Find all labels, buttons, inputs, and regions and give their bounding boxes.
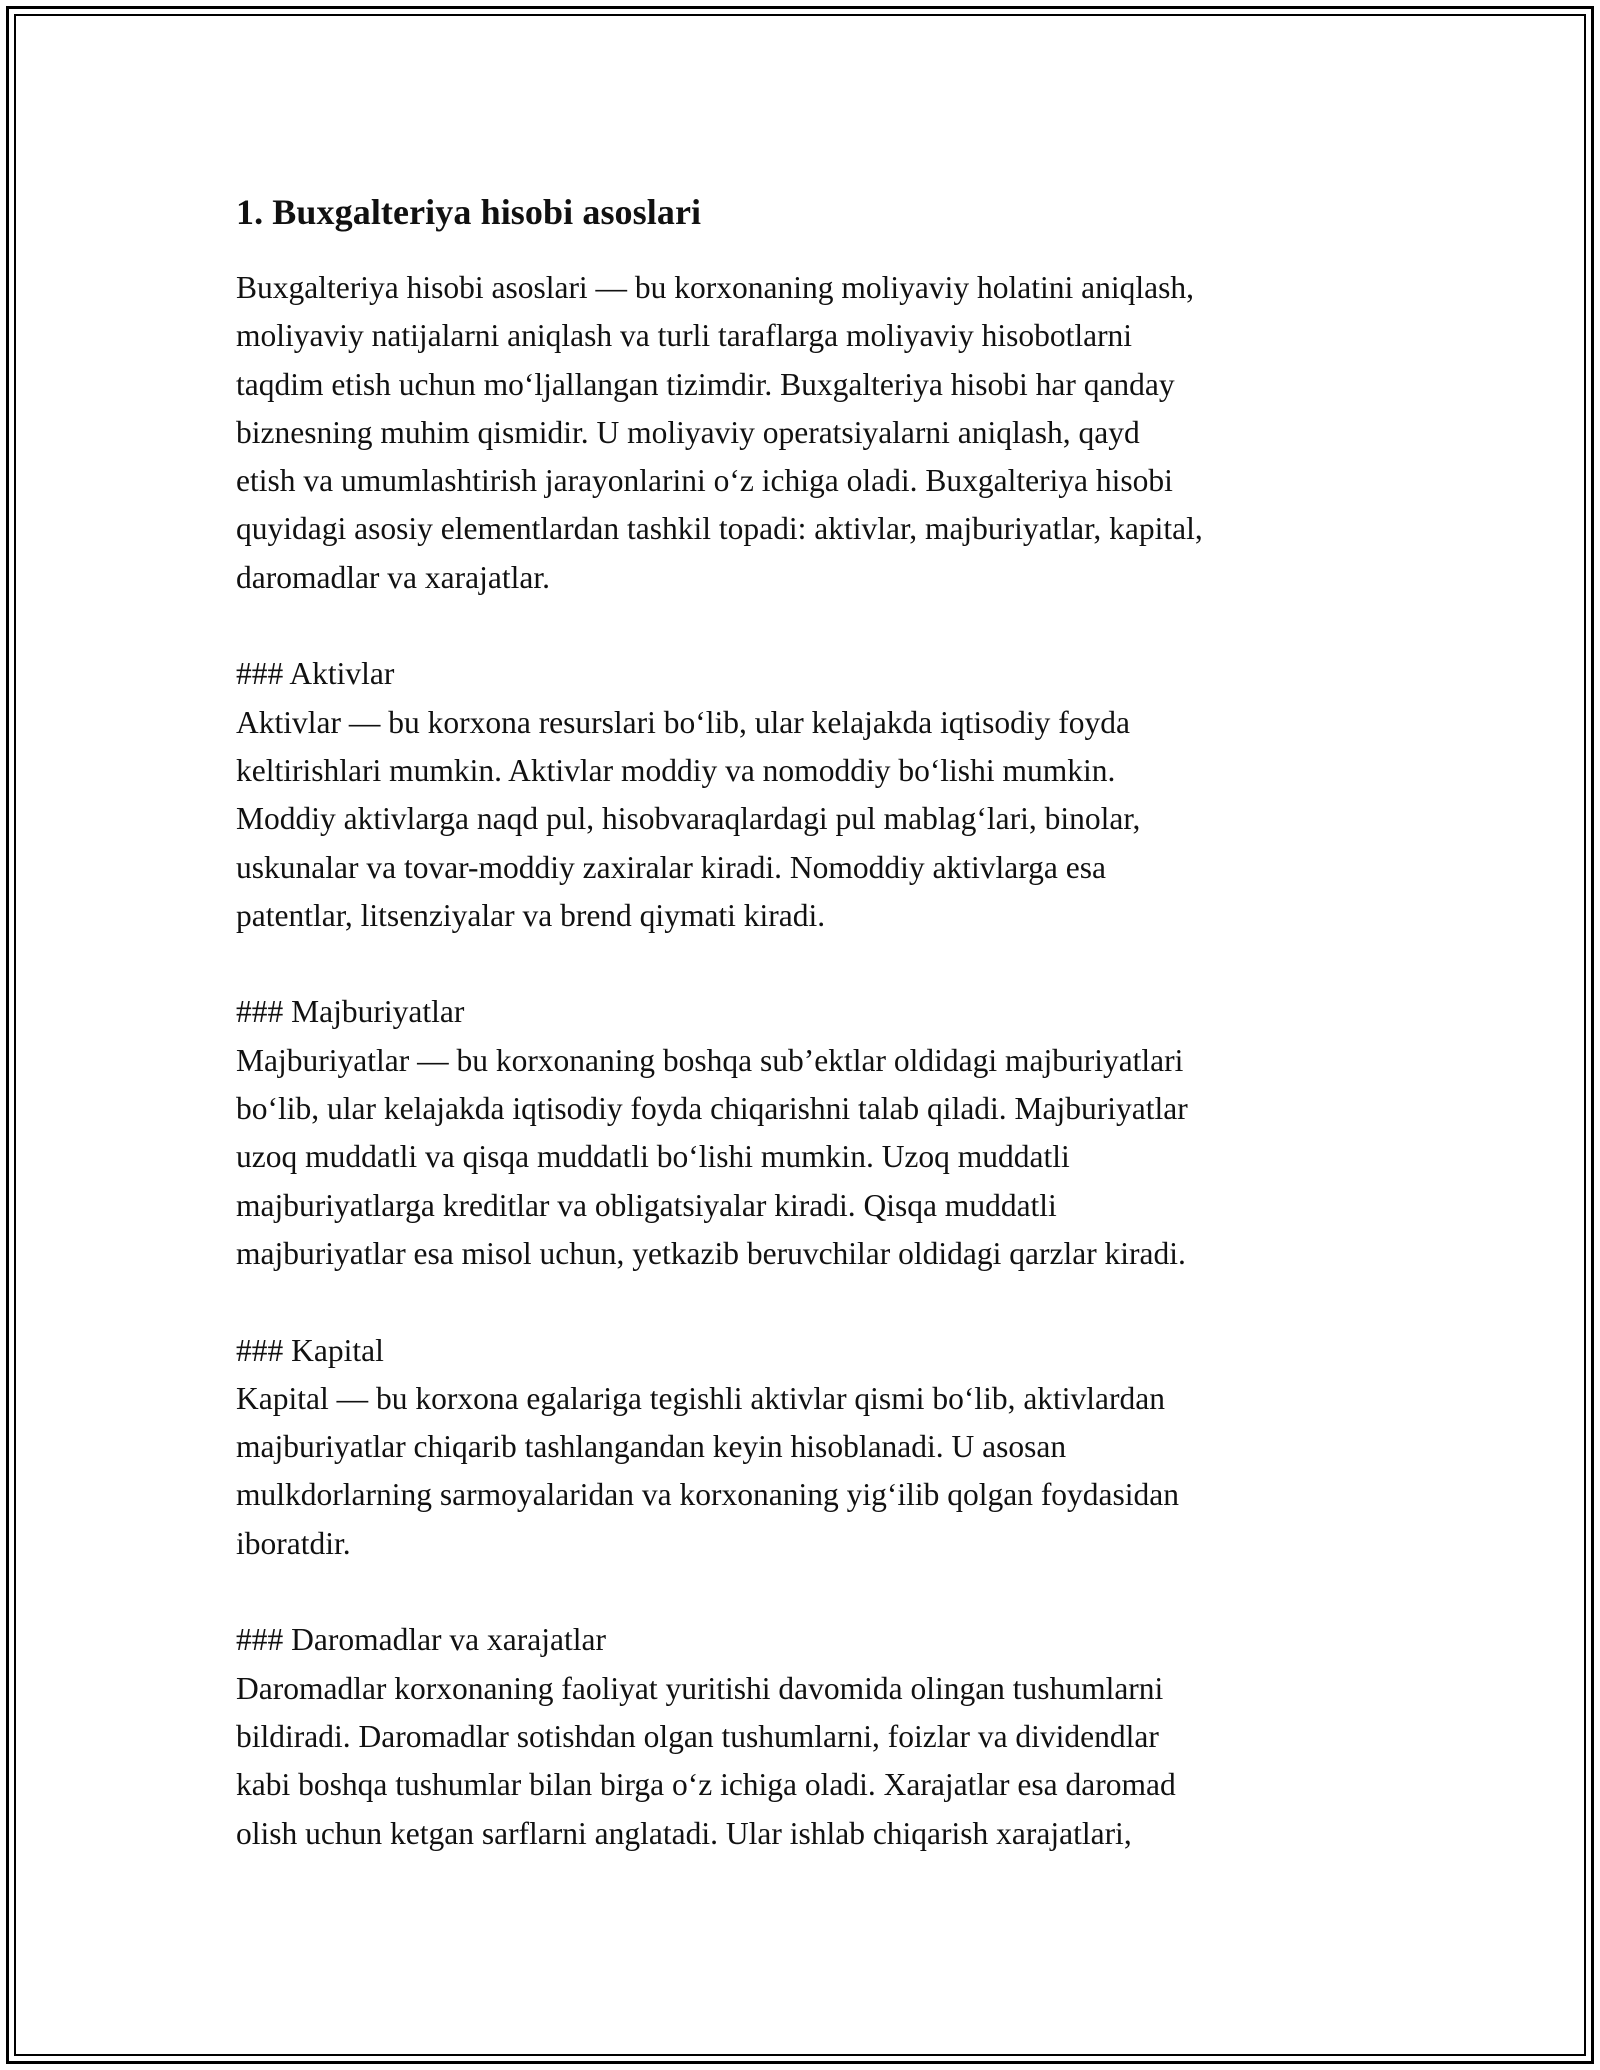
blank-line	[236, 602, 1376, 650]
section-line: Aktivlar — bu korxona resurslari bo‘lib, ular kelajakda iqtisodiy foyda	[236, 704, 1131, 740]
section-line: mulkdorlarning sarmoyalaridan va korxonaning yig‘ilib qolgan foydasidan	[236, 1477, 1180, 1513]
section-line: olish uchun ketgan sarflarni anglatadi. Ular ishlab chiqarish xarajatlari,	[236, 1815, 1132, 1851]
intro-line: taqdim etish uchun mo‘ljallangan tizimdir. Buxgalteriya hisobi har qanday	[236, 366, 1175, 402]
section-line: uskunalar va tovar-moddiy zaxiralar kiradi. Nomoddiy aktivlarga esa	[236, 849, 1107, 885]
document-title: 1. Buxgalteriya hisobi asoslari	[236, 192, 702, 232]
blank-line	[236, 940, 1376, 988]
section-line: Kapital — bu korxona egalariga tegishli aktivlar qismi bo‘lib, aktivlardan	[236, 1380, 1166, 1416]
section-daromadlar-va-xarajatlar	[236, 1616, 1376, 1857]
section-heading: ### Kapital	[236, 1332, 384, 1368]
section-line: bo‘lib, ular kelajakda iqtisodiy foyda chiqarishni talab qiladi. Majburiyatlar	[236, 1091, 1188, 1127]
intro-line: etish va umumlashtirish jarayonlarini o‘z ichiga oladi. Buxgalteriya hisobi	[236, 463, 1173, 499]
section-line: majburiyatlar esa misol uchun, yetkazib beruvchilar oldidagi qarzlar kiradi.	[236, 1235, 1186, 1271]
section-line: keltirishlari mumkin. Aktivlar moddiy va nomoddiy bo‘lishi mumkin.	[236, 752, 1116, 788]
intro-line: daromadlar va xarajatlar.	[236, 559, 550, 595]
section-line: Moddiy aktivlarga naqd pul, hisobvaraqlardagi pul mablag‘lari, binolar,	[236, 801, 1141, 837]
section-majburiyatlar	[236, 988, 1376, 1278]
section-heading: ### Aktivlar	[236, 656, 395, 692]
intro-paragraph	[236, 264, 1376, 602]
intro-line: moliyaviy natijalarni aniqlash va turli taraflarga moliyaviy hisobotlarni	[236, 318, 1133, 354]
blank-line	[236, 1278, 1376, 1326]
section-line: kabi boshqa tushumlar bilan birga o‘z ichiga oladi. Xarajatlar esa daromad	[236, 1767, 1176, 1803]
blank-line	[236, 1568, 1376, 1616]
section-line: Majburiyatlar — bu korxonaning boshqa sub’ektlar oldidagi majburiyatlari	[236, 1042, 1184, 1078]
section-heading: ### Daromadlar va xarajatlar	[236, 1622, 606, 1658]
section-line: patentlar, litsenziyalar va brend qiymati kiradi.	[236, 897, 826, 933]
section-line: iboratdir.	[236, 1525, 351, 1561]
section-kapital	[236, 1327, 1376, 1568]
intro-line: quyidagi asosiy elementlardan tashkil topadi: aktivlar, majburiyatlar, kapital,	[236, 511, 1203, 547]
section-line: majburiyatlarga kreditlar va obligatsiyalar kiradi. Qisqa muddatli	[236, 1187, 1057, 1223]
document-body	[236, 188, 1376, 1858]
intro-line: Buxgalteriya hisobi asoslari — bu korxonaning moliyaviy holatini aniqlash,	[236, 270, 1194, 305]
section-line: Daromadlar korxonaning faoliyat yuritishi davomida olingan tushumlarni	[236, 1670, 1164, 1706]
section-heading: ### Majburiyatlar	[236, 994, 465, 1030]
section-line: bildiradi. Daromadlar sotishdan olgan tushumlarni, foizlar va dividendlar	[236, 1718, 1159, 1754]
section-line: majburiyatlar chiqarib tashlangandan keyin hisoblanadi. U asosan	[236, 1429, 1067, 1465]
section-aktivlar	[236, 650, 1376, 940]
section-line: uzoq muddatli va qisqa muddatli bo‘lishi mumkin. Uzoq muddatli	[236, 1139, 1070, 1175]
intro-line: biznesning muhim qismidir. U moliyaviy operatsiyalarni aniqlash, qayd	[236, 414, 1140, 450]
